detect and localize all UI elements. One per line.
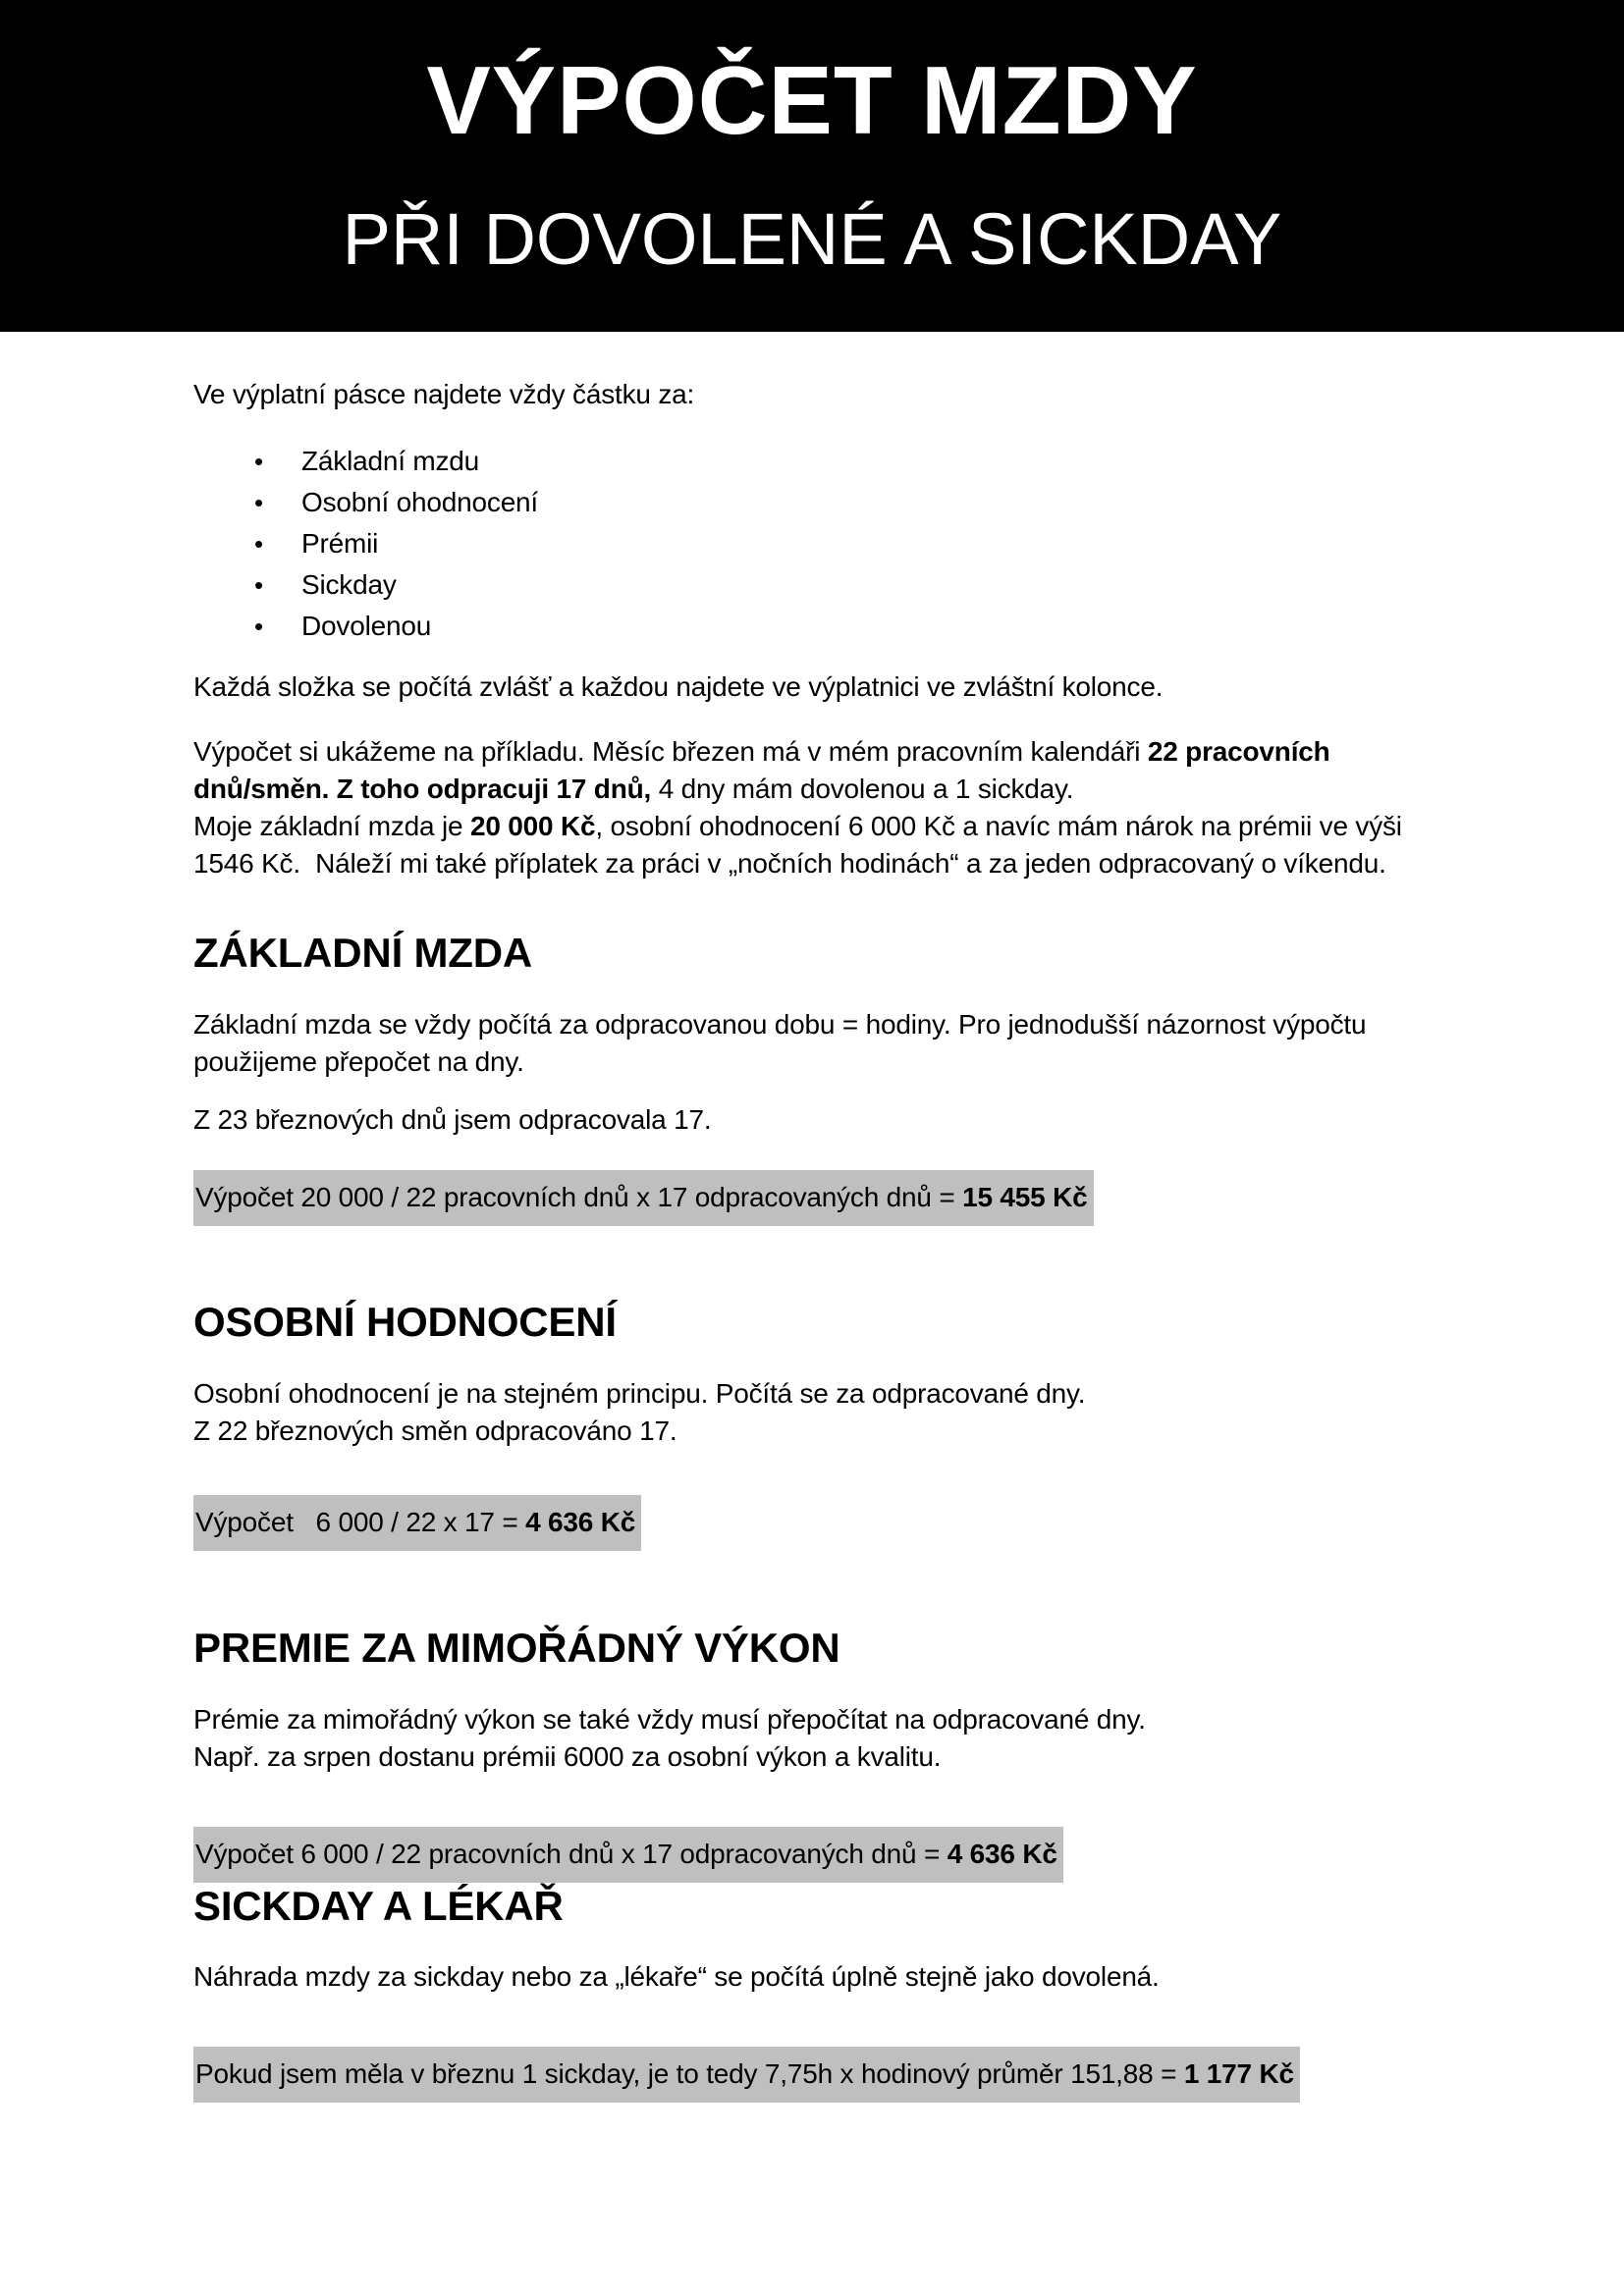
paragraph-line: Z 22 březnových směn odpracováno 17. [193,1415,677,1446]
section-osobni-hodnoceni [193,1298,1431,1551]
list-item [254,564,1431,606]
formula-text: Výpočet 6 000 / 22 x 17 = [195,1506,526,1537]
example-paragraph [193,733,1431,882]
list-item [254,482,1431,523]
list-item-label: Sickday [301,569,397,600]
formula-text: Výpočet 6 000 / 22 pracovních dnů x 17 odpracovaných dnů = [195,1838,947,1869]
bullet-icon: • [254,529,263,559]
paragraph-line: Náhrada mzdy za sickday nebo za „lékaře“ se počítá úplně stejně jako dovolená. [193,1961,1160,1993]
list-item-label: Dovolenou [301,611,432,641]
payslip-items-list [193,441,1431,647]
example-line: dnů/směn. Z toho odpracuji 17 dnů, 4 dny mám dovolenou a 1 sickday. [193,774,1074,804]
bullet-icon: • [254,570,263,600]
formula-result: 4 636 Kč [947,1838,1057,1869]
section-paragraph [193,1701,1431,1776]
formula-result: 4 636 Kč [525,1506,636,1537]
highlighted-formula [193,2047,1300,2103]
formula-result: 1 177 Kč [1183,2058,1294,2090]
section-zakladni-mzda [193,930,1431,1226]
section-heading: PREMIE ZA MIMOŘÁDNÝ VÝKON [193,1624,840,1671]
note-paragraph: Každá složka se počítá zvlášť a každou najdete ve výplatnici ve zvláštní kolonce. [193,671,1164,702]
section-premie [193,1624,1431,1883]
section-paragraph: Z 23 březnových dnů jsem odpracovala 17. [193,1103,712,1135]
document-subtitle: PŘI DOVOLENÉ A SICKDAY [342,198,1282,280]
paragraph-line: Základní mzda se vždy počítá za odpracovanou dobu = hodiny. Pro jednodušší názornost výpočtu [193,1008,1367,1040]
section-heading: SICKDAY A LÉKAŘ [193,1882,564,1929]
formula-highlight-osobni [193,1495,1431,1551]
document-body [0,376,1624,2103]
document-title: VÝPOČET MZDY [426,46,1198,154]
bullet-icon: • [254,488,263,517]
section-paragraph [193,1006,1431,1081]
paragraph-line: Osobní ohodnocení je na stejném principu. Počítá se za odpracované dny. [193,1377,1086,1409]
list-item-label: Základní mzdu [301,446,480,476]
paragraph-line: použijeme přepočet na dny. [193,1045,524,1077]
highlighted-formula [193,1827,1063,1883]
example-line: 1546 Kč. Náleží mi také příplatek za práci v „nočních hodinách“ a za jeden odpracovaný o víkendu. [193,848,1386,879]
formula-highlight-zakladni [193,1170,1431,1226]
list-item [254,441,1431,482]
formula-result: 15 455 Kč [962,1181,1088,1212]
section-sickday-lekar [193,1882,1431,2104]
formula-text: Pokud jsem měla v březnu 1 sickday, je to tedy 7,75h x hodinový průměr 151,88 = [195,2058,1184,2090]
bullet-icon: • [254,612,263,641]
example-line: Výpočet si ukážeme na příkladu. Měsíc březen má v mém pracovním kalendáři 22 pracovních [193,736,1330,767]
formula-highlight-sickday [193,2047,1431,2103]
section-heading: ZÁKLADNÍ MZDA [193,930,533,976]
title-banner [0,0,1624,332]
section-paragraph [193,1375,1431,1450]
formula-highlight-premie [193,1827,1431,1883]
highlighted-formula [193,1495,641,1551]
lead-paragraph: Ve výplatní pásce najdete vždy částku za: [193,379,695,409]
section-heading: OSOBNÍ HODNOCENÍ [193,1298,617,1345]
example-line: Moje základní mzda je 20 000 Kč, osobní ohodnocení 6 000 Kč a navíc mám nárok na prémii ve výši [193,811,1402,841]
paragraph-line: Např. za srpen dostanu prémii 6000 za osobní výkon a kvalitu. [193,1740,942,1772]
section-paragraph [193,1958,1431,1996]
list-item-label: Prémii [301,528,379,559]
formula-text: Výpočet 20 000 / 22 pracovních dnů x 17 odpracovaných dnů = [195,1181,963,1212]
list-item-label: Osobní ohodnocení [301,487,539,517]
bullet-icon: • [254,447,263,476]
list-item [254,606,1431,647]
paragraph-line: Prémie za mimořádný výkon se také vždy musí přepočítat na odpracované dny. [193,1703,1146,1735]
highlighted-formula [193,1170,1094,1226]
list-item [254,523,1431,564]
